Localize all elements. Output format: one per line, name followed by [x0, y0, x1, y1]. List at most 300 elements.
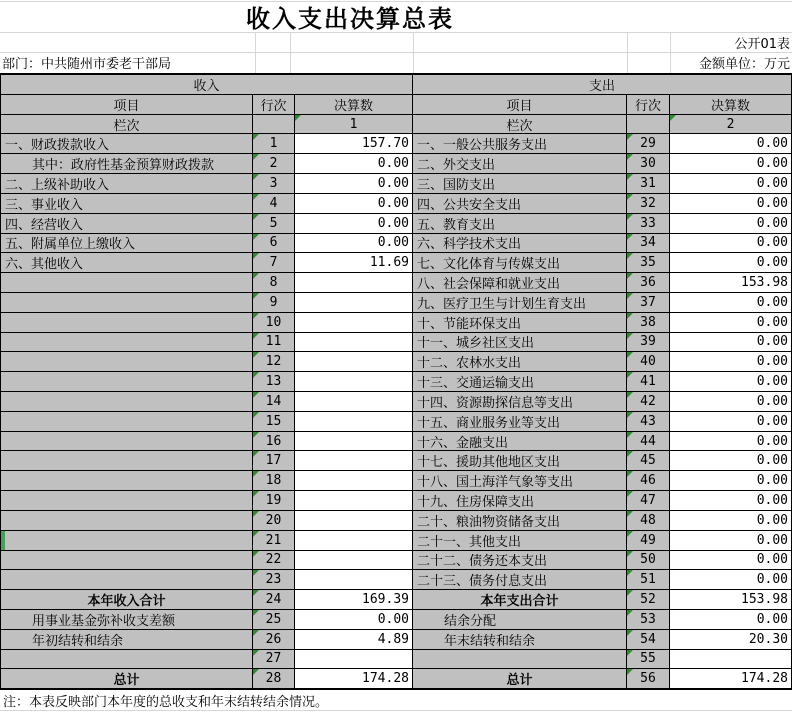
amount-cell[interactable] — [670, 590, 791, 609]
error-indicator-icon — [627, 134, 633, 140]
error-indicator-icon — [253, 154, 259, 160]
line-cell[interactable] — [253, 234, 295, 253]
item-cell[interactable] — [413, 610, 627, 629]
item-cell[interactable] — [413, 531, 627, 550]
amount-cell[interactable] — [295, 134, 413, 153]
item-cell[interactable] — [1, 134, 253, 153]
table-row — [1, 352, 791, 372]
item-cell[interactable] — [1, 610, 253, 629]
amount-cell[interactable] — [670, 570, 791, 589]
budget-table — [0, 73, 792, 690]
amount-cell[interactable] — [295, 313, 413, 332]
item-cell[interactable] — [413, 511, 627, 530]
line-cell-text: 51 — [640, 572, 656, 588]
line-cell[interactable] — [253, 273, 295, 292]
expense-item-col-header[interactable] — [413, 95, 627, 114]
item-cell-text: 七、文化体育与传媒支出 — [417, 257, 561, 273]
amount-cell[interactable] — [295, 372, 413, 391]
table-row — [1, 293, 791, 313]
amount-cell[interactable] — [295, 333, 413, 352]
amount-cell[interactable] — [670, 293, 791, 312]
error-indicator-icon — [627, 451, 633, 457]
amount-cell[interactable] — [670, 531, 791, 550]
amount-cell[interactable] — [670, 352, 791, 371]
item-cell[interactable] — [413, 313, 627, 332]
item-cell[interactable] — [413, 412, 627, 431]
line-cell-text: 56 — [640, 671, 656, 687]
amount-cell[interactable] — [670, 551, 791, 570]
item-cell[interactable] — [413, 491, 627, 510]
line-cell-text: 27 — [265, 651, 282, 667]
amount-cell[interactable] — [295, 194, 413, 213]
col-amount-label: 决算数 — [333, 98, 373, 114]
error-indicator-icon — [253, 630, 259, 636]
department-label: 部门：中共随州市委老干部局 — [2, 57, 172, 72]
line-cell[interactable] — [253, 214, 295, 233]
line-cell[interactable] — [627, 451, 670, 470]
line-cell[interactable] — [627, 551, 670, 570]
item-cell[interactable] — [1, 194, 253, 213]
amount-cell[interactable] — [295, 590, 413, 609]
line-cell[interactable] — [253, 491, 295, 510]
line-cell[interactable] — [253, 570, 295, 589]
item-cell[interactable] — [1, 372, 253, 391]
line-cell[interactable] — [627, 313, 670, 332]
line-cell-text: 34 — [640, 235, 656, 251]
item-cell[interactable] — [413, 570, 627, 589]
amount-cell[interactable] — [295, 451, 413, 470]
error-indicator-icon — [627, 392, 633, 398]
line-cell[interactable] — [627, 491, 670, 510]
item-cell[interactable] — [413, 372, 627, 391]
table-row — [1, 214, 791, 234]
amount-cell-text: 0.00 — [756, 294, 788, 310]
item-cell[interactable] — [1, 333, 253, 352]
amount-cell[interactable] — [670, 451, 791, 470]
index-label: 栏次 — [113, 118, 140, 134]
line-cell-text: 49 — [640, 532, 656, 548]
line-cell-text: 1 — [269, 136, 278, 152]
item-cell-text: 年末结转和结余 — [444, 633, 536, 649]
amount-cell[interactable] — [670, 630, 791, 649]
line-cell[interactable] — [253, 392, 295, 411]
expense-section-label: 支出 — [588, 78, 615, 94]
item-cell[interactable] — [413, 253, 627, 272]
line-cell[interactable] — [253, 333, 295, 352]
line-cell-text: 17 — [265, 453, 282, 469]
line-cell[interactable] — [253, 194, 295, 213]
line-cell[interactable] — [627, 412, 670, 431]
item-cell[interactable] — [1, 253, 253, 272]
amount-cell[interactable] — [670, 412, 791, 431]
amount-cell-text: 169.39 — [362, 592, 409, 608]
error-indicator-icon — [627, 234, 633, 240]
item-cell[interactable] — [413, 333, 627, 352]
error-indicator-icon — [627, 471, 633, 477]
amount-cell-text: 0.00 — [756, 393, 788, 409]
amount-cell-text: 174.28 — [741, 671, 788, 687]
line-cell[interactable] — [627, 650, 670, 669]
gridline — [290, 33, 291, 73]
item-cell[interactable] — [413, 234, 627, 253]
error-indicator-icon — [253, 551, 259, 557]
amount-cell-text: 0.00 — [377, 235, 409, 251]
line-cell-text: 29 — [640, 136, 656, 152]
amount-cell[interactable] — [295, 551, 413, 570]
expense-index-line-cell[interactable] — [627, 115, 670, 134]
item-cell[interactable] — [413, 154, 627, 173]
line-cell-text: 48 — [640, 512, 656, 528]
amount-cell[interactable] — [295, 412, 413, 431]
line-cell[interactable] — [627, 531, 670, 550]
income-index-label-cell[interactable] — [1, 115, 253, 134]
error-indicator-icon — [253, 392, 259, 398]
amount-cell-text: 0.00 — [756, 136, 788, 152]
amount-cell-text: 0.00 — [756, 473, 788, 489]
line-cell-text: 42 — [640, 393, 656, 409]
error-indicator-icon — [253, 669, 259, 675]
amount-cell[interactable] — [295, 471, 413, 490]
amount-cell[interactable] — [670, 253, 791, 272]
item-cell[interactable] — [413, 630, 627, 649]
line-cell[interactable] — [253, 551, 295, 570]
gridline — [413, 33, 414, 73]
item-cell[interactable] — [413, 134, 627, 153]
item-cell[interactable] — [1, 471, 253, 490]
amount-cell[interactable] — [670, 669, 791, 688]
item-cell[interactable] — [1, 154, 253, 173]
amount-cell[interactable] — [295, 392, 413, 411]
line-cell-text: 55 — [640, 651, 656, 667]
amount-cell-text: 4.89 — [377, 631, 409, 647]
line-cell[interactable] — [253, 313, 295, 332]
amount-cell[interactable] — [670, 372, 791, 391]
line-cell[interactable] — [253, 372, 295, 391]
line-cell[interactable] — [627, 590, 670, 609]
amount-cell[interactable] — [670, 313, 791, 332]
item-cell[interactable] — [1, 630, 253, 649]
item-cell[interactable] — [1, 273, 253, 292]
table-row — [1, 570, 791, 590]
line-cell-text: 19 — [265, 492, 282, 508]
error-indicator-icon — [253, 432, 259, 438]
item-cell-text: 总计 — [506, 673, 533, 689]
expense-amount-col-header[interactable] — [670, 95, 791, 114]
item-cell-text: 一、一般公共服务支出 — [417, 138, 548, 154]
line-cell[interactable] — [253, 134, 295, 153]
table-row — [1, 551, 791, 571]
line-cell[interactable] — [627, 273, 670, 292]
item-cell-text: 四、经营收入 — [5, 217, 84, 233]
amount-cell[interactable] — [670, 491, 791, 510]
amount-cell[interactable] — [295, 174, 413, 193]
income-section-header[interactable] — [1, 75, 413, 94]
error-indicator-icon — [253, 491, 259, 497]
amount-cell[interactable] — [295, 253, 413, 272]
amount-cell[interactable] — [670, 511, 791, 530]
amount-cell-text: 0.00 — [756, 453, 788, 469]
error-indicator-icon — [253, 352, 259, 358]
amount-cell-text: 0.00 — [756, 354, 788, 370]
item-cell[interactable] — [413, 471, 627, 490]
line-cell[interactable] — [627, 570, 670, 589]
form-number: 公开01表 — [734, 37, 790, 52]
item-cell[interactable] — [1, 590, 253, 609]
item-cell[interactable] — [1, 570, 253, 589]
item-cell-text: 十五、商业服务业等支出 — [417, 415, 561, 431]
item-cell[interactable] — [1, 392, 253, 411]
amount-cell[interactable] — [295, 511, 413, 530]
table-row — [1, 432, 791, 452]
item-cell[interactable] — [1, 650, 253, 669]
amount-cell[interactable] — [670, 174, 791, 193]
line-cell-text: 13 — [265, 374, 282, 390]
item-cell[interactable] — [1, 174, 253, 193]
item-cell[interactable] — [1, 432, 253, 451]
error-indicator-icon — [627, 352, 633, 358]
item-cell[interactable] — [1, 352, 253, 371]
col-item-label: 项目 — [113, 98, 140, 114]
index-label: 栏次 — [506, 118, 533, 134]
item-cell[interactable] — [1, 491, 253, 510]
item-cell[interactable] — [413, 352, 627, 371]
line-cell[interactable] — [627, 214, 670, 233]
line-cell[interactable] — [253, 511, 295, 530]
item-cell[interactable] — [1, 551, 253, 570]
table-row — [1, 392, 791, 412]
amount-cell-text: 0.00 — [756, 175, 788, 191]
line-cell-text: 41 — [640, 374, 656, 390]
item-cell[interactable] — [413, 551, 627, 570]
item-cell[interactable] — [1, 234, 253, 253]
amount-cell[interactable] — [670, 273, 791, 292]
line-cell[interactable] — [627, 511, 670, 530]
gridline — [670, 33, 671, 73]
item-cell[interactable] — [413, 273, 627, 292]
line-cell[interactable] — [253, 412, 295, 431]
amount-cell[interactable] — [295, 610, 413, 629]
item-cell[interactable] — [1, 293, 253, 312]
amount-cell-text: 0.00 — [756, 572, 788, 588]
line-cell-text: 26 — [265, 631, 282, 647]
income-index-value: 1 — [349, 116, 358, 132]
amount-cell-text: 0.00 — [377, 175, 409, 191]
line-cell-text: 25 — [265, 611, 282, 627]
amount-cell[interactable] — [295, 432, 413, 451]
error-indicator-icon — [627, 154, 633, 160]
error-indicator-icon — [627, 372, 633, 378]
error-indicator-icon — [627, 551, 633, 557]
error-indicator-icon — [253, 511, 259, 517]
item-cell-text: 五、教育支出 — [417, 217, 496, 233]
item-cell[interactable] — [1, 412, 253, 431]
table-row — [1, 630, 791, 650]
amount-cell[interactable] — [670, 610, 791, 629]
amount-cell-text: 0.00 — [756, 492, 788, 508]
item-cell[interactable] — [413, 432, 627, 451]
line-cell[interactable] — [627, 352, 670, 371]
amount-cell[interactable] — [670, 194, 791, 213]
line-cell-text: 8 — [269, 275, 278, 291]
line-cell[interactable] — [627, 333, 670, 352]
expense-index-label-cell[interactable] — [413, 115, 627, 134]
line-cell-text: 53 — [640, 611, 656, 627]
error-indicator-icon — [627, 412, 633, 418]
income-item-col-header[interactable] — [1, 95, 253, 114]
line-cell[interactable] — [253, 432, 295, 451]
income-index-line-cell[interactable] — [253, 115, 295, 134]
line-cell[interactable] — [627, 471, 670, 490]
item-cell[interactable] — [413, 174, 627, 193]
error-indicator-icon — [670, 115, 676, 121]
table-row — [1, 372, 791, 392]
line-cell[interactable] — [627, 154, 670, 173]
amount-cell[interactable] — [295, 650, 413, 669]
line-cell[interactable] — [253, 669, 295, 688]
item-cell[interactable] — [1, 451, 253, 470]
line-cell-text: 9 — [269, 294, 278, 310]
note-row — [0, 690, 792, 711]
column-header-row — [1, 95, 791, 115]
line-cell[interactable] — [627, 134, 670, 153]
income-amount-col-header[interactable] — [295, 95, 413, 114]
line-cell[interactable] — [627, 234, 670, 253]
amount-cell[interactable] — [295, 352, 413, 371]
error-indicator-icon — [253, 234, 259, 240]
line-cell[interactable] — [627, 293, 670, 312]
line-cell[interactable] — [253, 293, 295, 312]
expense-index-cell[interactable] — [670, 115, 791, 134]
line-cell[interactable] — [627, 392, 670, 411]
amount-cell[interactable] — [295, 531, 413, 550]
amount-cell-text: 0.00 — [756, 374, 788, 390]
item-cell[interactable] — [413, 650, 627, 669]
item-cell[interactable] — [413, 451, 627, 470]
item-cell-text: 总计 — [113, 673, 140, 689]
line-cell-text: 21 — [265, 532, 282, 548]
amount-cell[interactable] — [670, 234, 791, 253]
item-cell[interactable] — [413, 214, 627, 233]
income-line-col-header[interactable] — [253, 95, 295, 114]
line-cell[interactable] — [253, 531, 295, 550]
amount-cell[interactable] — [295, 669, 413, 688]
table-row — [1, 590, 791, 610]
line-cell-text: 40 — [640, 354, 656, 370]
item-cell-text: 二、上级补助收入 — [5, 177, 110, 193]
line-cell[interactable] — [627, 610, 670, 629]
amount-cell[interactable] — [670, 650, 791, 669]
line-cell[interactable] — [253, 154, 295, 173]
table-row — [1, 491, 791, 511]
col-amount-label: 决算数 — [710, 98, 750, 114]
line-cell[interactable] — [253, 610, 295, 629]
line-cell[interactable] — [627, 669, 670, 688]
amount-cell[interactable] — [670, 154, 791, 173]
error-indicator-icon — [627, 313, 633, 319]
error-indicator-icon — [627, 253, 633, 259]
line-cell[interactable] — [253, 174, 295, 193]
expense-line-col-header[interactable] — [627, 95, 670, 114]
line-cell[interactable] — [253, 630, 295, 649]
amount-cell[interactable] — [295, 154, 413, 173]
line-cell-text: 38 — [640, 314, 656, 330]
line-cell-text: 3 — [269, 175, 278, 191]
amount-cell[interactable] — [670, 214, 791, 233]
amount-cell[interactable] — [670, 392, 791, 411]
department-row — [0, 52, 792, 73]
item-cell[interactable] — [1, 511, 253, 530]
expense-section-header[interactable] — [413, 75, 791, 94]
line-cell-text: 36 — [640, 275, 656, 291]
line-cell[interactable] — [627, 630, 670, 649]
amount-cell[interactable] — [670, 471, 791, 490]
table-row — [1, 610, 791, 630]
line-cell[interactable] — [253, 650, 295, 669]
line-cell[interactable] — [253, 451, 295, 470]
amount-cell[interactable] — [295, 491, 413, 510]
amount-cell[interactable] — [670, 432, 791, 451]
item-cell-text: 本年支出合计 — [480, 594, 559, 609]
line-cell[interactable] — [627, 432, 670, 451]
error-indicator-icon — [627, 610, 633, 616]
table-row — [1, 669, 791, 688]
item-cell[interactable] — [413, 392, 627, 411]
error-indicator-icon — [253, 194, 259, 200]
item-cell[interactable] — [413, 669, 627, 688]
line-cell[interactable] — [253, 253, 295, 272]
amount-cell[interactable] — [295, 570, 413, 589]
line-cell[interactable] — [627, 194, 670, 213]
income-index-cell[interactable] — [295, 115, 413, 134]
item-cell[interactable] — [1, 313, 253, 332]
amount-cell[interactable] — [295, 630, 413, 649]
line-cell[interactable] — [253, 352, 295, 371]
amount-cell[interactable] — [670, 134, 791, 153]
amount-cell[interactable] — [295, 293, 413, 312]
line-cell[interactable] — [627, 372, 670, 391]
amount-cell[interactable] — [670, 333, 791, 352]
line-cell[interactable] — [627, 253, 670, 272]
line-cell[interactable] — [253, 471, 295, 490]
amount-cell-text: 0.00 — [377, 195, 409, 211]
item-cell-text: 三、国防支出 — [417, 177, 496, 193]
item-cell[interactable] — [413, 293, 627, 312]
item-cell[interactable] — [1, 531, 253, 550]
line-cell[interactable] — [253, 590, 295, 609]
item-cell-text: 五、附属单位上缴收入 — [5, 237, 136, 253]
item-cell[interactable] — [413, 590, 627, 609]
line-cell-text: 2 — [269, 156, 278, 172]
amount-cell-text: 0.00 — [756, 413, 788, 429]
line-cell-text: 6 — [269, 235, 278, 251]
amount-cell[interactable] — [295, 234, 413, 253]
line-cell[interactable] — [627, 174, 670, 193]
line-cell-text: 28 — [265, 671, 282, 687]
gridline — [255, 33, 256, 73]
amount-cell[interactable] — [295, 273, 413, 292]
amount-cell[interactable] — [295, 214, 413, 233]
item-cell[interactable] — [1, 214, 253, 233]
item-cell-text: 三、事业收入 — [5, 197, 84, 213]
table-row — [1, 531, 791, 551]
amount-cell-text: 0.00 — [377, 611, 409, 627]
error-indicator-icon — [253, 531, 259, 537]
error-indicator-icon — [253, 313, 259, 319]
amount-cell-text: 0.00 — [756, 532, 788, 548]
item-cell[interactable] — [413, 194, 627, 213]
line-cell-text: 20 — [265, 512, 282, 528]
item-cell[interactable] — [1, 669, 253, 688]
